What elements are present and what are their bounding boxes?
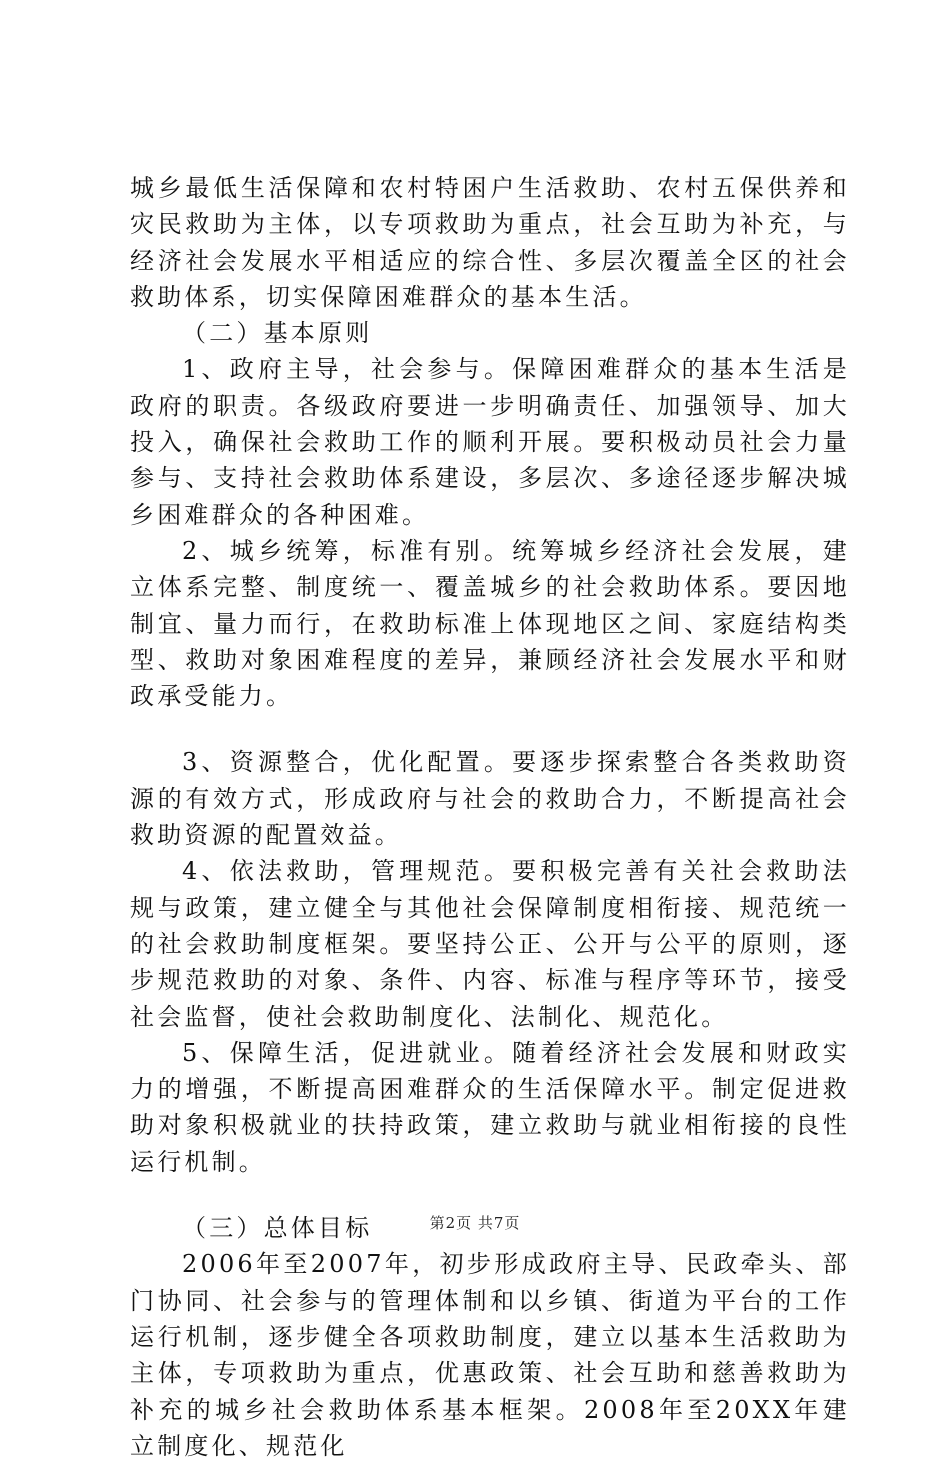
paragraph-principle-1: 1、政府主导，社会参与。保障困难群众的基本生活是政府的职责。各级政府要进一步明确责任、加强领导、加大投入，确保社会救助工作的顺利开展。要积极动员社会力量参与、支持社会救助体系建设，多层次、多途径逐步解决城乡困难群众的各种困难。	[130, 355, 850, 529]
paragraph-goals: 2006年至2007年，初步形成政府主导、民政牵头、部门协同、社会参与的管理体制和以乡镇、街道为平台的工作运行机制，逐步健全各项救助制度，建立以基本生活救助为主体，专项救助为重点，优惠政策、社会互助和慈善救助为补充的城乡社会救助体系基本框架。2008年至20XX年建立制度化、规范化	[130, 1250, 850, 1460]
page-number-footer: 第2页 共7页	[429, 1214, 521, 1232]
paragraph-principle-3: 3、资源整合，优化配置。要逐步探索整合各类救助资源的有效方式，形成政府与社会的救助合力，不断提高社会救助资源的配置效益。	[130, 748, 850, 850]
section-heading-basic-principles: （二）基本原则	[182, 319, 373, 348]
document-body	[130, 170, 850, 1464]
paragraph-continued: 城乡最低生活保障和农村特困户生活救助、农村五保供养和灾民救助为主体，以专项救助为重点，社会互助为补充，与经济社会发展水平相适应的综合性、多层次覆盖全区的社会救助体系，切实保障困难群众的基本生活。	[130, 174, 850, 311]
paragraph-principle-4: 4、依法救助，管理规范。要积极完善有关社会救助法规与政策，建立健全与其他社会保障制度相衔接、规范统一的社会救助制度框架。要坚持公正、公开与公平的原则，逐步规范救助的对象、条件、内容、标准与程序等环节，接受社会监督，使社会救助制度化、法制化、规范化。	[130, 857, 850, 1031]
paragraph-principle-5: 5、保障生活，促进就业。随着经济社会发展和财政实力的增强，不断提高困难群众的生活保障水平。制定促进救助对象积极就业的扶持政策，建立救助与就业相衔接的良性运行机制。	[130, 1038, 850, 1176]
paragraph-principle-2: 2、城乡统筹，标准有别。统筹城乡经济社会发展，建立体系完整、制度统一、覆盖城乡的社会救助体系。要因地制宜、量力而行，在救助标准上体现地区之间、家庭结构类型、救助对象困难程度的差异，兼顾经济社会发展水平和财政承受能力。	[130, 536, 850, 711]
section-heading-overall-goals: （三）总体目标	[182, 1214, 373, 1243]
